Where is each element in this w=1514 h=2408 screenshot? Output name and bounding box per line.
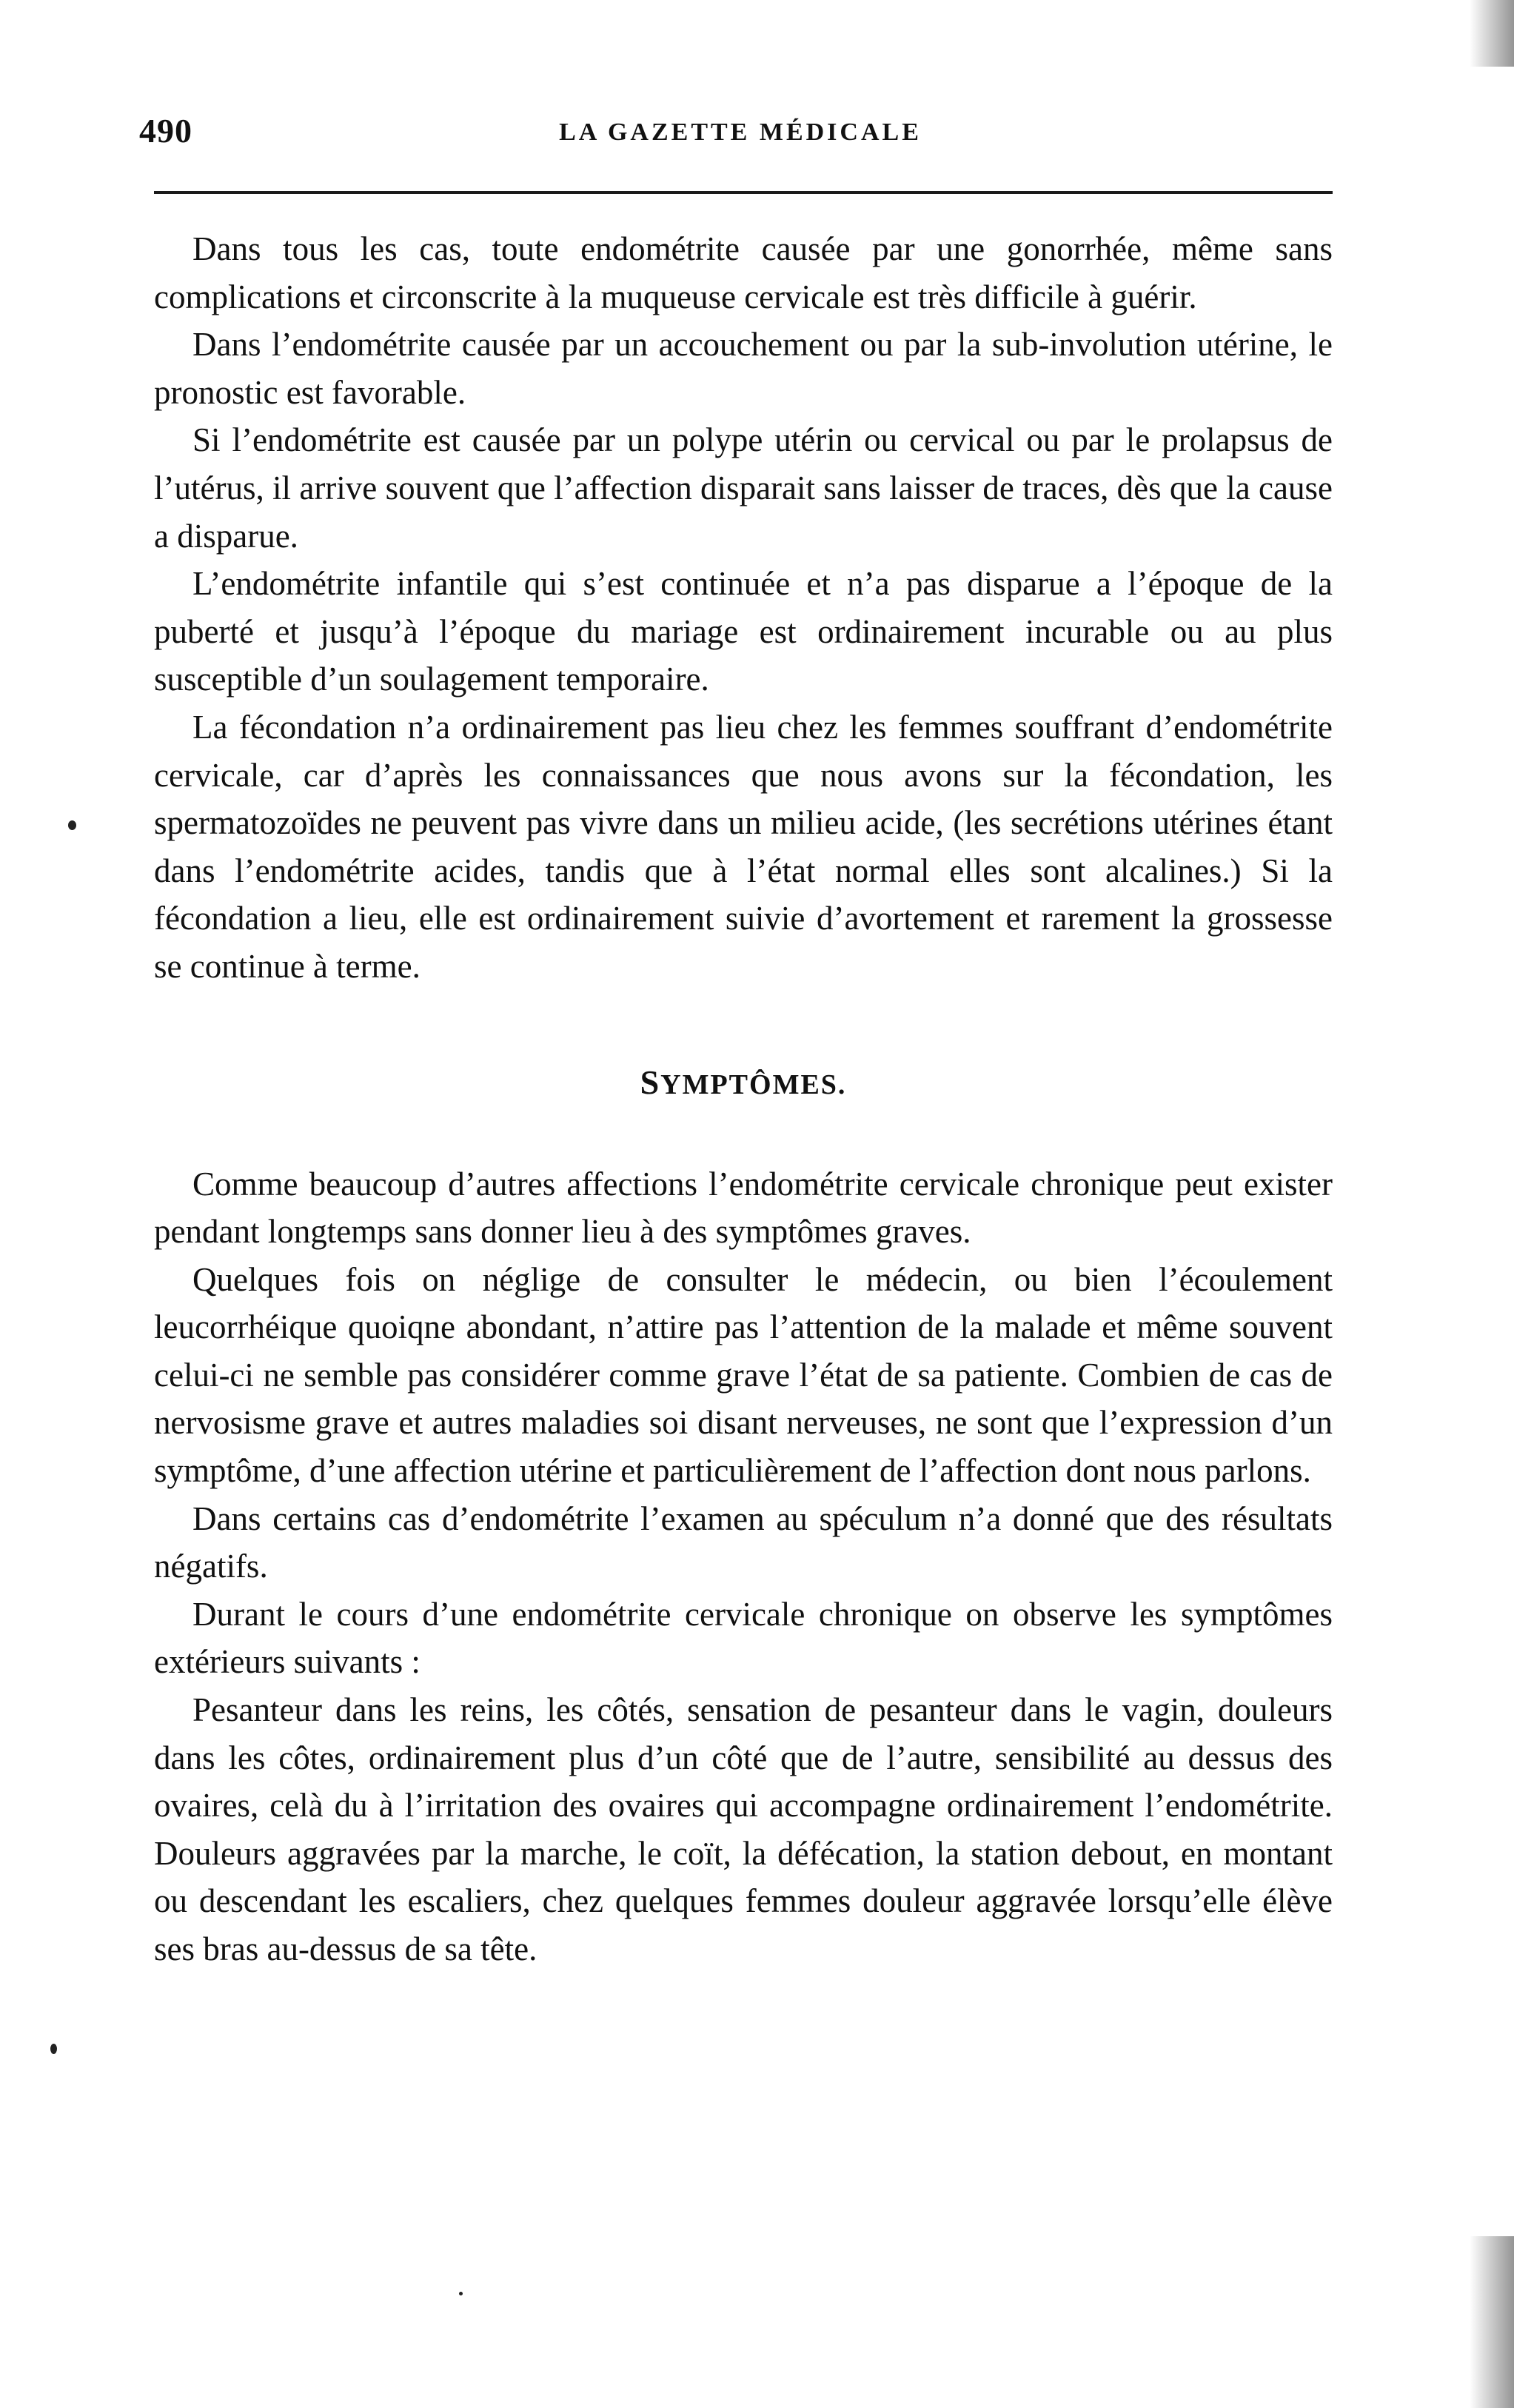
paragraph: Si l’endométrite est causée par un polype utérin ou cervical ou par le prolapsus de l’utérus, il arrive souvent que l’affection disparait sans laisser de traces, dès que la cause a disparue. [154, 421, 1333, 555]
section-heading [154, 991, 1333, 1160]
paragraph: Dans tous les cas, toute endométrite causée par une gonorrhée, même sans complications et circonscrite à la muqueuse cervicale est très difficile à guérir. [154, 230, 1333, 315]
paragraph: Comme beaucoup d’autres affections l’endométrite cervicale chronique peut exister pendant longtemps sans donner lieu à des symptômes graves. [154, 1165, 1333, 1251]
paragraph: Durant le cours d’une endométrite cervicale chronique on observe les symptômes extérieurs suivants : [154, 1595, 1333, 1681]
scan-edge-bottom [1470, 2236, 1514, 2408]
paragraph: Dans certains cas d’endométrite l’examen au spéculum n’a donné que des résultats négatifs. [154, 1499, 1333, 1585]
body-text [154, 225, 1333, 1973]
scan-speck [68, 820, 76, 830]
scan-speck [459, 2292, 463, 2295]
running-head: LA GAZETTE MÉDICALE [559, 118, 922, 146]
paragraph: Pesanteur dans les reins, les côtés, sensation de pesanteur dans le vagin, douleurs dans les côtes, ordinairement plus d’un côté que de l’autre, sensibilité au dessus des ovaires, celà du à l’irritation des ovaires qui accompagne ordinairement l’endométrite. Douleurs aggravées par la marche, le coït, la défécation, la station debout, en montant ou descendant les escaliers, chez quelques femmes douleur aggravée lorsqu’elle élève ses bras au-dessus de sa tête. [154, 1691, 1333, 1967]
paragraph: Dans l’endométrite causée par un accouchement ou par la sub-involution utérine, le pronostic est favorable. [154, 326, 1333, 411]
scan-edge-top [1470, 0, 1514, 67]
section-heading-rest: YMPTÔMES. [660, 1068, 847, 1100]
paragraph: Quelques fois on néglige de consulter le médecin, ou bien l’écoulement leucorrhéique quoiqne abondant, n’attire pas l’attention de la malade et même souvent celui-ci ne semble pas considérer comme grave l’état de sa patiente. Combien de cas de nervosisme grave et autres maladies soi disant nerveuses, ne sont que l’expression d’un symptôme, d’une affection utérine et particulièrement de l’affection dont nous parlons. [154, 1260, 1333, 1490]
paragraph: La fécondation n’a ordinairement pas lieu chez les femmes souffrant d’endométrite cervicale, car d’après les connaissances que nous avons sur la fécondation, les spermatozoïdes ne peuvent pas vivre dans un milieu acide, (les secrétions utérines étant dans l’endométrite acides, tandis que à l’état normal elles sont alcalines.) Si la fécondation a lieu, elle est ordinairement suivie d’avortement et rarement la grossesse se continue à terme. [154, 708, 1333, 985]
section-heading-initial: S [640, 1063, 661, 1101]
header-rule [154, 191, 1333, 194]
scan-speck [50, 2044, 57, 2054]
page-number: 490 [139, 112, 192, 150]
paragraph: L’endométrite infantile qui s’est continuée et n’a pas disparue a l’époque de la puberté et jusqu’à l’époque du mariage est ordinairement incurable ou au plus susceptible d’un soulagement temporaire. [154, 565, 1333, 698]
